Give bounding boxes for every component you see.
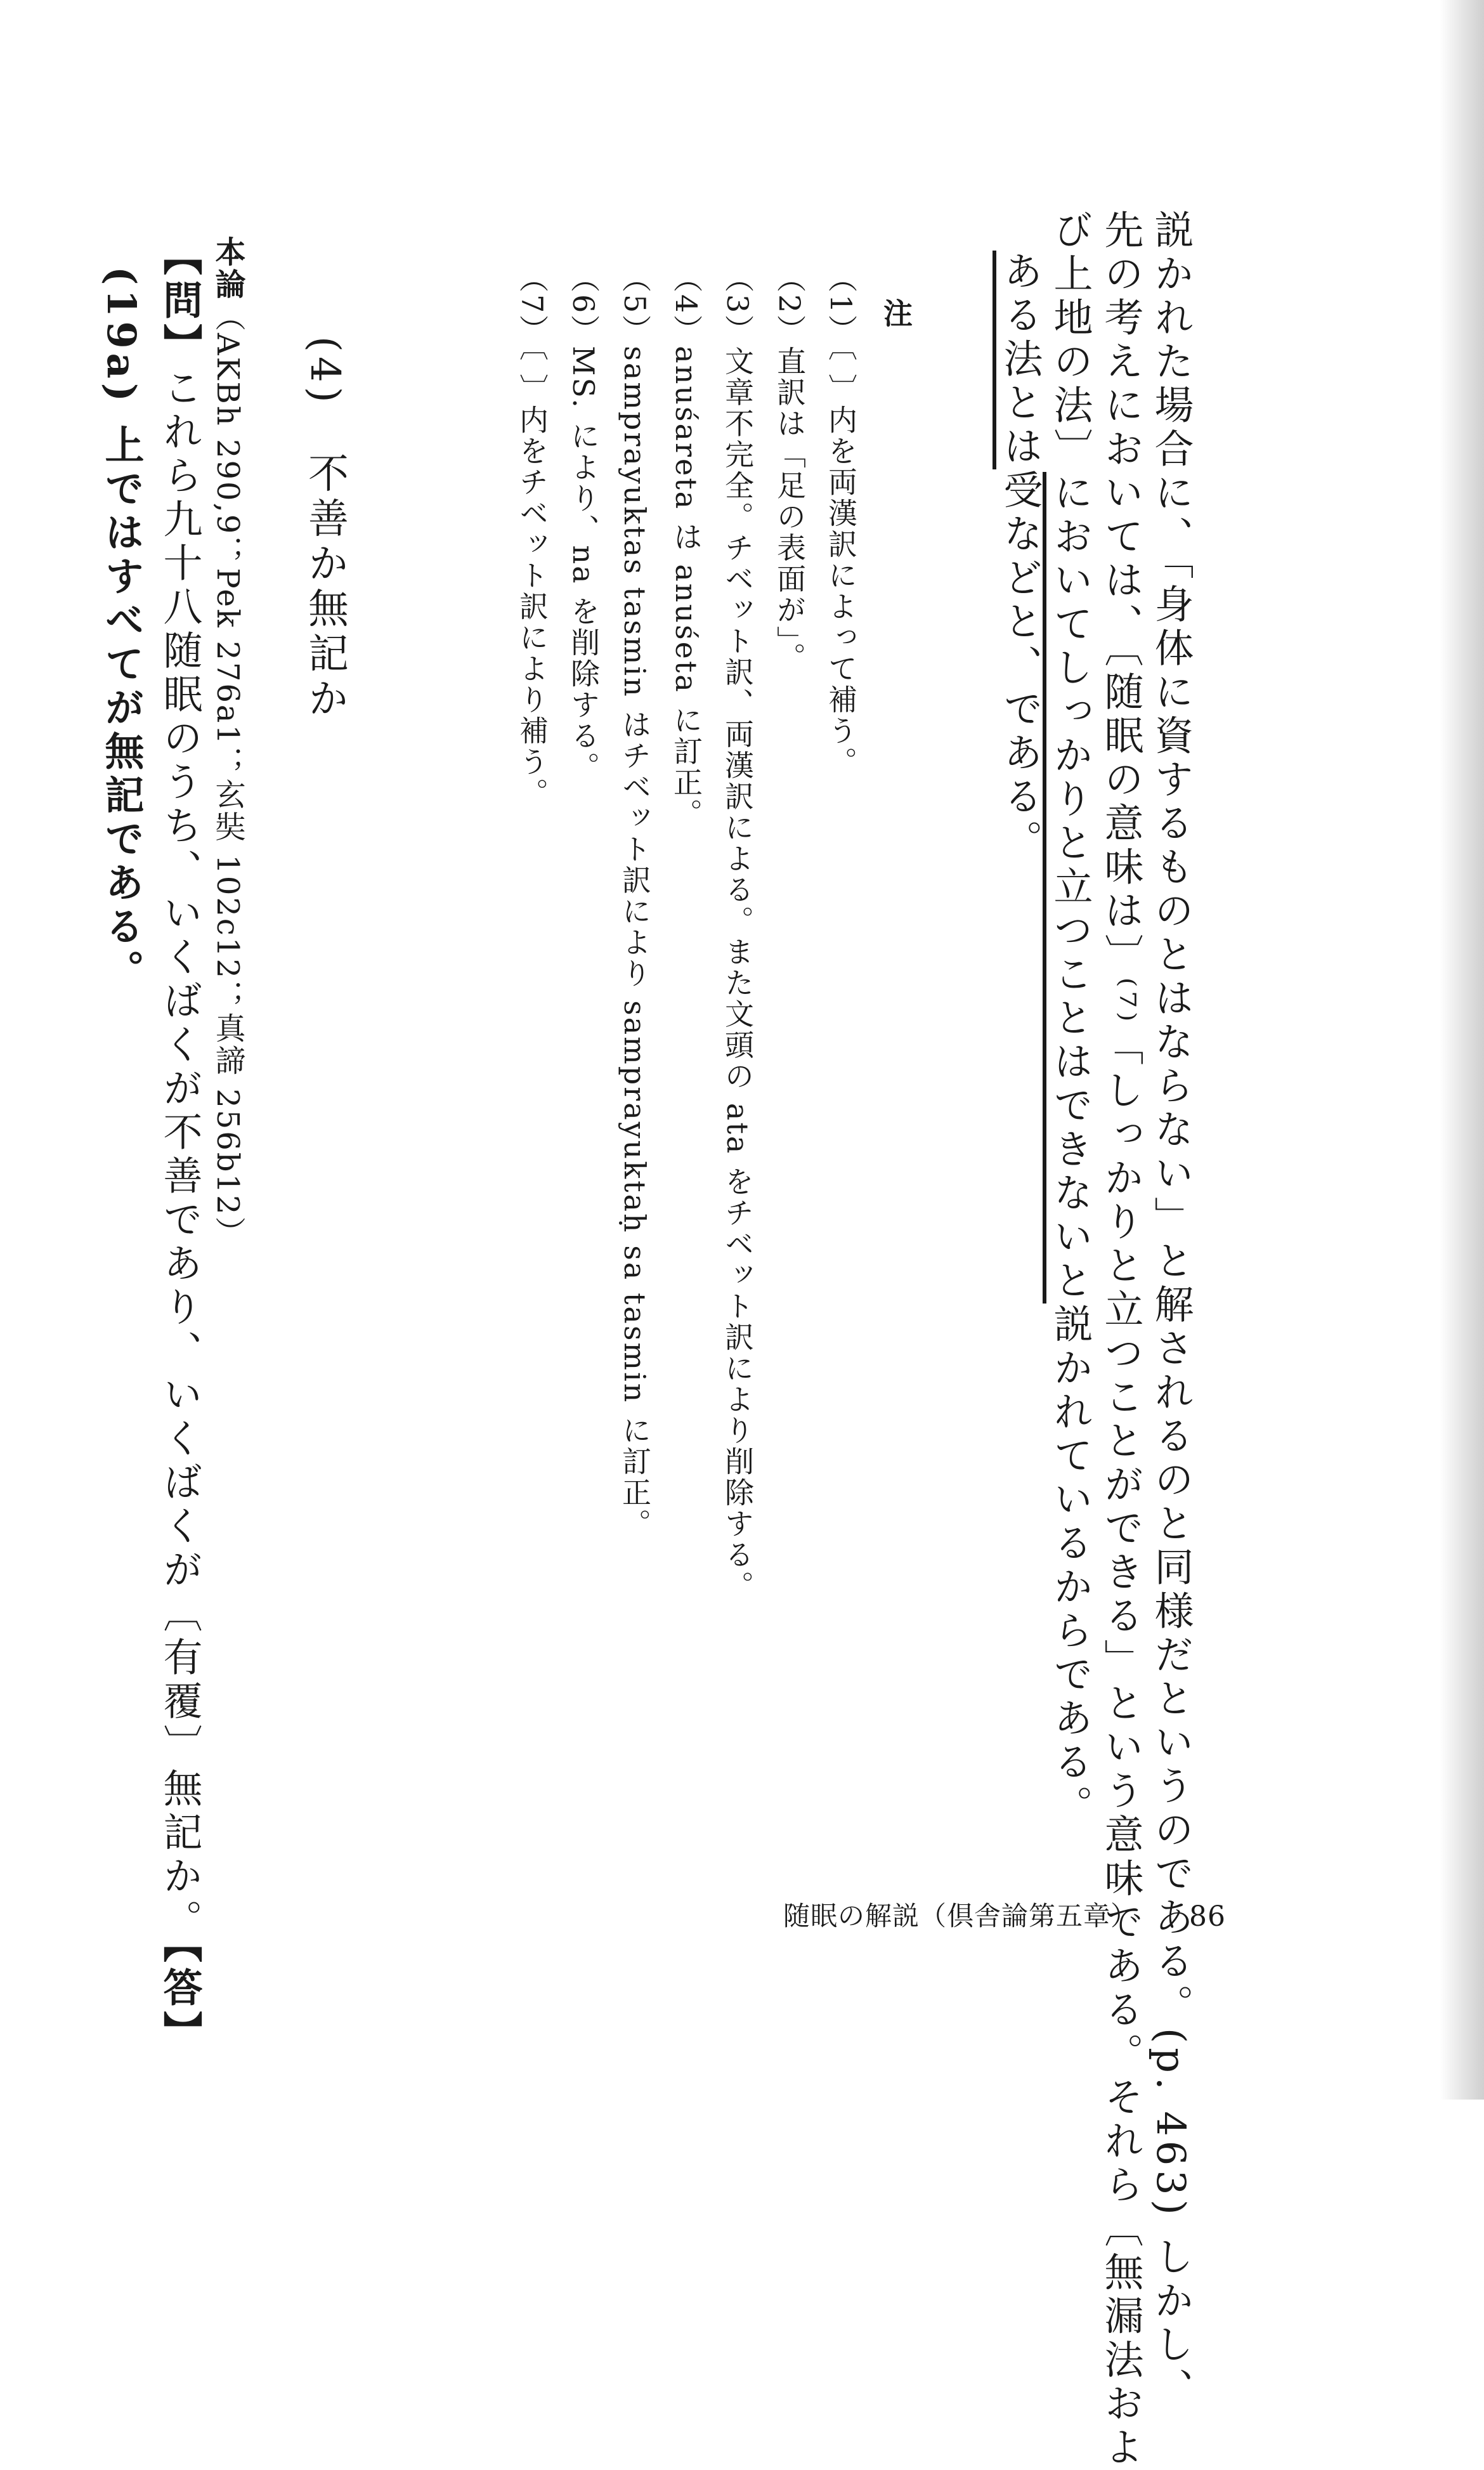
note-text: 文章不完全。チベット訳、両漢訳による。また文頭の ata をチベット訳により削除する。 bbox=[720, 346, 755, 1602]
question-text: これら九十八随眠のうち、いくばくが不善であり、いくばくが〔有覆〕無記か。 bbox=[157, 367, 203, 1943]
note-text: MS. により、na を削除する。 bbox=[566, 346, 601, 783]
body-line-4-a: ある法とは bbox=[997, 251, 1043, 469]
body-line-3-a: び上地の法〕 bbox=[1047, 209, 1093, 472]
note-6 bbox=[566, 263, 601, 783]
note-7 bbox=[517, 263, 547, 809]
question-line bbox=[157, 236, 203, 2055]
section-heading: (4) 不善か無記か bbox=[301, 336, 348, 722]
note-4 bbox=[669, 263, 703, 830]
question-label: 【問】 bbox=[157, 236, 203, 367]
honron-line bbox=[212, 236, 243, 1249]
body-line-2: 先の考えにおいては、〔随眠の意味は〕⁽⁷⁾「しっかりと立つことができる」という意味である。それら〔無漏法およ bbox=[1098, 209, 1144, 2470]
verse-19a: (19a) 上ではすべてが無記である。 bbox=[98, 266, 145, 993]
note-number: （5） bbox=[618, 263, 652, 346]
body-line-3-b: においてしっかりと立つことはできないと bbox=[1047, 472, 1093, 1304]
note-2 bbox=[772, 263, 807, 674]
scan-edge bbox=[1440, 0, 1484, 2100]
note-number: （2） bbox=[772, 263, 807, 346]
note-number: （1） bbox=[824, 263, 858, 346]
note-number: （4） bbox=[669, 263, 703, 346]
note-text: 直訳は「足の表面が」。 bbox=[772, 346, 807, 674]
note-number: （3） bbox=[720, 263, 755, 346]
body-line-3 bbox=[1047, 209, 1093, 1829]
running-title: 随眠の解説（倶舎論第五章） bbox=[783, 1900, 1138, 1931]
note-1 bbox=[826, 263, 856, 778]
note-text: samprayuktas tasmin はチベット訳により samprayuktaḥ sa tasmin に訂正。 bbox=[618, 346, 652, 1540]
answer-label: 【答】 bbox=[157, 1943, 203, 2055]
note-number: （7） bbox=[515, 263, 549, 346]
page-number: 86 bbox=[1189, 1900, 1226, 1933]
note-3 bbox=[720, 263, 755, 1602]
body-line-1: 説かれた場合に、「身体に資するものとはならない」と解されるのと同様だというのである。(p. 463) しかし、 bbox=[1148, 209, 1194, 2412]
note-text: 〔 〕内をチベット訳により補う。 bbox=[515, 346, 549, 809]
note-text: anuśareta は anuśeta に訂正。 bbox=[669, 346, 703, 830]
honron-label: 本論 bbox=[210, 236, 245, 301]
body-line-3-c: 説かれているからである。 bbox=[1047, 1304, 1093, 1829]
honron-refs: （AKBh 290,9；Pek 276a1；玄奘 102c12；真諦 256b12） bbox=[210, 301, 245, 1249]
body-line-4-b: 受などと、である。 bbox=[997, 469, 1043, 863]
note-text: 〔 〕内を両漢訳によって補う。 bbox=[824, 346, 858, 778]
body-line-4 bbox=[997, 251, 1043, 863]
notes-header: 注 bbox=[879, 298, 913, 329]
note-5 bbox=[618, 263, 652, 1540]
note-number: （6） bbox=[566, 263, 601, 346]
